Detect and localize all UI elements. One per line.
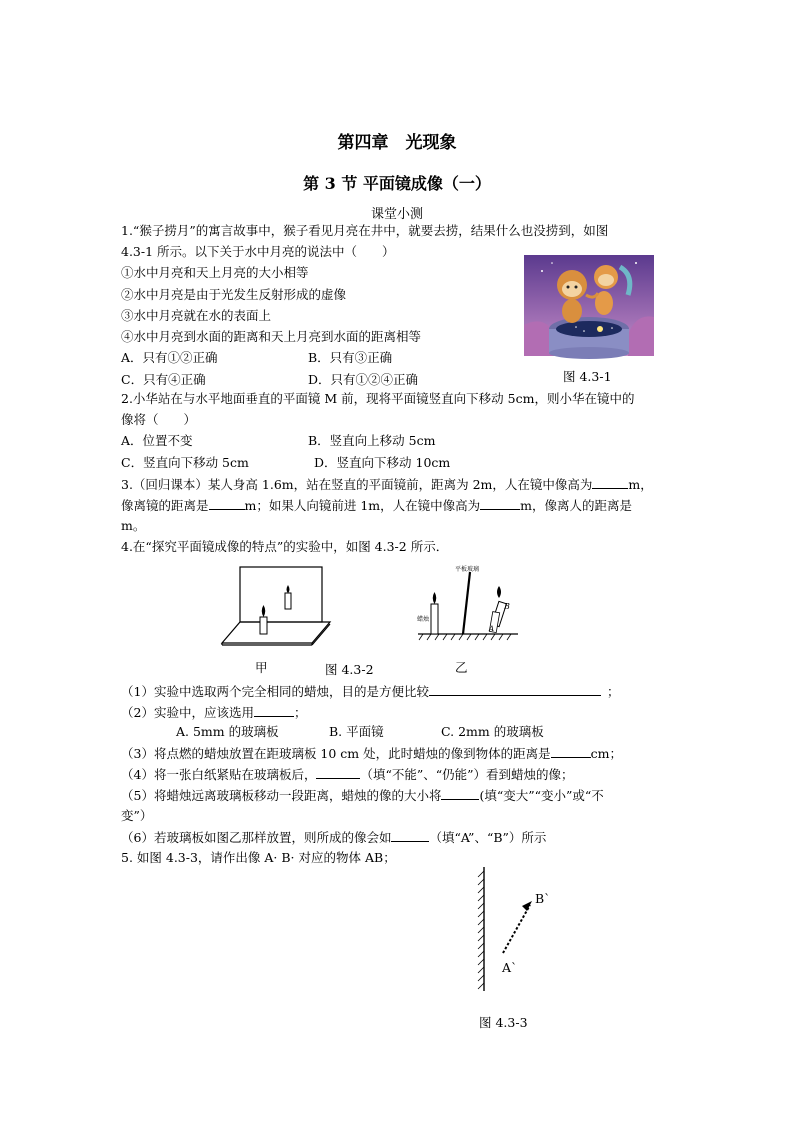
q3-blank-2[interactable] bbox=[209, 497, 245, 510]
q2-option-a: A．位置不变 bbox=[121, 433, 193, 448]
q4-part-6: （6）若玻璃板如图乙那样放置，则所成的像会如 （填“A”、“B”）所示 bbox=[121, 830, 547, 845]
q1-option-c: C．只有④正确 bbox=[121, 372, 206, 387]
q1-item-4: ④水中月亮到水面的距离和天上月亮到水面的距离相等 bbox=[121, 329, 422, 344]
q4-part-2-option-b: B. 平面镜 bbox=[329, 724, 384, 739]
q4-part-5-cont: 变”） bbox=[121, 808, 153, 823]
chapter-title: 第四章 光现象 bbox=[337, 133, 457, 153]
q4-blank-4[interactable] bbox=[316, 766, 360, 779]
fig-label-a: A bbox=[489, 625, 495, 633]
q4-intro: 4.在“探究平面镜成像的特点”的实验中，如图 4.3-2 所示． bbox=[121, 539, 449, 554]
q1-item-2: ②水中月亮是由于光发生反射形成的虚像 bbox=[121, 287, 347, 302]
q4-part-5: （5）将蜡烛远离玻璃板移动一段距离，蜡烛的像的大小将 (填“变大”“变小”或“不 bbox=[121, 788, 604, 803]
figure-4-3-3-caption: 图 4.3-3 bbox=[479, 1015, 528, 1030]
q4-part-1: （1）实验中选取两个完全相同的蜡烛，目的是方便比较 ； bbox=[121, 684, 620, 699]
experiment-diagram-jia bbox=[220, 565, 332, 647]
q1-item-3: ③水中月亮就在水的表面上 bbox=[121, 308, 272, 323]
q3-line2: 像离镜的距离是 m；如果人向镜前进 1m，人在镜中像高为 m，像离人的距离是 bbox=[121, 498, 633, 513]
fig-candle-label: 蜡烛 bbox=[417, 616, 430, 623]
fig-label-yi: 乙 bbox=[455, 660, 468, 675]
q3-blank-1[interactable] bbox=[592, 476, 628, 489]
figure-4-3-1-caption: 图 4.3-1 bbox=[563, 369, 612, 384]
q4-blank-6[interactable] bbox=[391, 829, 429, 842]
q2-option-b: B．竖直向上移动 5cm bbox=[308, 433, 436, 448]
fig-label-b: B bbox=[504, 602, 510, 611]
q1-option-a: A．只有①②正确 bbox=[121, 350, 218, 365]
q1-item-1: ①水中月亮和天上月亮的大小相等 bbox=[121, 265, 309, 280]
figure-4-3-2-caption: 图 4.3-2 bbox=[325, 662, 374, 677]
label-a-prime: A` bbox=[502, 960, 518, 975]
fig-plate-label: 平板玻璃 bbox=[455, 566, 480, 573]
q2-option-c: C．竖直向下移动 5cm bbox=[121, 455, 249, 470]
q4-part-4: （4）将一张白纸紧贴在玻璃板后， （填“不能”、“仍能”）看到蜡烛的像； bbox=[121, 767, 574, 782]
q4-part-2: （2）实验中，应该选用 ； bbox=[121, 705, 307, 720]
q4-blank-1[interactable] bbox=[429, 683, 601, 696]
q1-option-b: B．只有③正确 bbox=[308, 350, 393, 365]
q4-blank-3[interactable] bbox=[551, 745, 591, 758]
q1-line1: 1.“猴子捞月”的寓言故事中，猴子看见月亮在井中，就要去捞，结果什么也没捞到，如图 bbox=[121, 223, 609, 238]
q2-line1: 2.小华站在与水平地面垂直的平面镜 M 前，现将平面镜竖直向下移动 5cm，则小华在镜中的 bbox=[121, 391, 635, 406]
q1-option-d: D．只有①②④正确 bbox=[308, 372, 419, 387]
section-title: 第 3 节 平面镜成像（一） bbox=[303, 174, 491, 193]
q3-line1: 3.（回归课本）某人身高 1.6m，站在竖直的平面镜前，距离为 2m，人在镜中像高为 m， bbox=[121, 477, 653, 492]
q4-part-3: （3）将点燃的蜡烛放置在距玻璃板 10 cm 处，此时蜡烛的像到物体的距离是 cm； bbox=[121, 746, 622, 761]
fig-label-jia: 甲 bbox=[255, 660, 268, 675]
monkey-well-illustration bbox=[524, 255, 654, 356]
q4-blank-2[interactable] bbox=[254, 704, 294, 717]
q4-blank-5[interactable] bbox=[441, 787, 479, 800]
q1-line2: 4.3-1 所示。以下关于水中月亮的说法中（ ） bbox=[121, 244, 395, 259]
q3-line3: m。 bbox=[121, 518, 146, 533]
q5-text: 5. 如图 4.3-3，请作出像 A· B· 对应的物体 AB； bbox=[121, 850, 396, 865]
label-b-prime: B` bbox=[535, 891, 551, 906]
q2-option-d: D．竖直向下移动 10cm bbox=[314, 455, 451, 470]
q4-part-2-option-c: C. 2mm 的玻璃板 bbox=[441, 724, 544, 739]
subtitle: 课堂小测 bbox=[370, 207, 423, 222]
q3-blank-3[interactable] bbox=[480, 497, 520, 510]
q4-part-2-option-a: A. 5mm 的玻璃板 bbox=[176, 724, 279, 739]
q2-line2: 像将（ ） bbox=[121, 412, 197, 427]
